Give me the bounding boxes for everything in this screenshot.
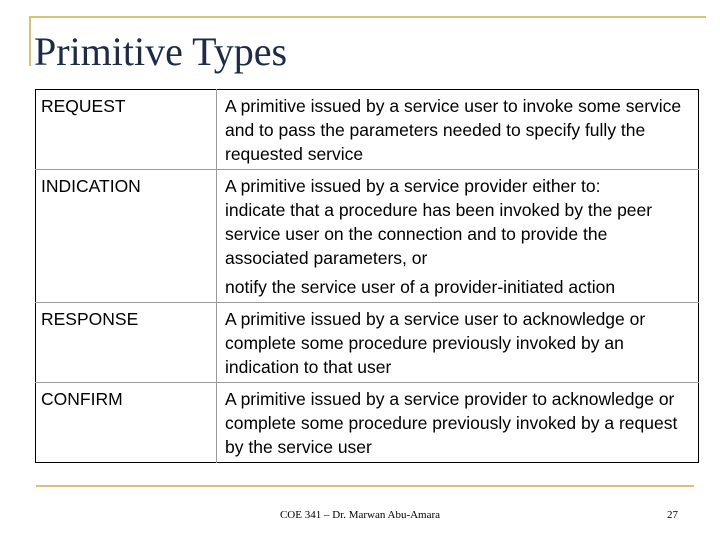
primitive-term: CONFIRM [36,383,217,463]
primitive-term: RESPONSE [36,303,217,383]
primitive-description: A primitive issued by a service user to invoke some service and to pass the parameters needed to specify fully the requested service [225,96,682,164]
primitive-types-table [35,89,699,463]
indication-sub-item: notify the service user of a provider-initiated action [225,277,616,297]
primitive-term: INDICATION [36,170,217,303]
title-rule-left [29,16,31,66]
primitive-description: A primitive issued by a service user to acknowledge or complete some procedure previously invoked by an indication to that user [217,303,699,383]
table-row-confirm [36,383,699,463]
table-row-response [36,303,699,383]
footer-text: COE 341 – Dr. Marwan Abu-Amara [279,509,441,521]
title-rule-top [30,16,706,18]
table-row-request [36,90,699,170]
table-row-indication [36,170,699,303]
slide-title: Primitive Types [34,29,288,74]
primitive-term: REQUEST [36,90,217,170]
primitive-description: A primitive issued by a service provider either to: [225,176,601,196]
primitive-description-cell [217,170,699,303]
indication-sub-item: indicate that a procedure has been invoked by the peer service user on the connection and to provide the associated parameters, or [225,200,653,268]
footer-rule [36,485,694,487]
primitive-description: A primitive issued by a service provider to acknowledge or complete some procedure previously invoked by a request by the service user [217,383,699,463]
page-number: 27 [667,509,678,521]
